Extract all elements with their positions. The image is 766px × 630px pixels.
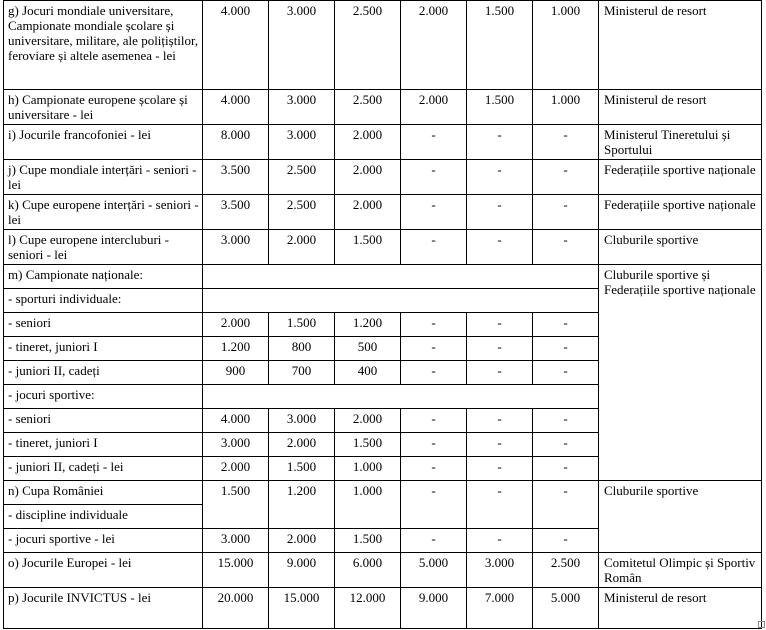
row-label: n) Cupa României — [4, 481, 203, 505]
value-cell: 15.000 — [269, 588, 335, 629]
prize-table — [3, 0, 762, 629]
value-cell: - — [467, 160, 533, 195]
row-label: - tineret, juniori I — [4, 433, 203, 457]
row-label: - juniori II, cadeți — [4, 361, 203, 385]
row-label: p) Jocurile INVICTUS - lei — [4, 588, 203, 629]
value-cell: 2.500 — [335, 1, 401, 90]
value-cell: 2.500 — [269, 195, 335, 230]
value-cell: - — [467, 481, 533, 529]
value-cell: 2.000 — [335, 409, 401, 433]
value-cell: 15.000 — [203, 553, 269, 588]
value-cell: 1.500 — [335, 529, 401, 553]
row-label: i) Jocurile francofoniei - lei — [4, 125, 203, 160]
value-cell: 1.500 — [467, 90, 533, 125]
value-cell: - — [467, 230, 533, 265]
row-label: h) Campionate europene școlare și universitare - lei — [4, 90, 203, 125]
row-label: - discipline individuale — [4, 505, 203, 529]
value-cell: - — [533, 529, 599, 553]
row-label: m) Campionate naționale: — [4, 265, 203, 289]
table-row — [4, 160, 762, 195]
empty-cell — [203, 385, 599, 409]
value-cell: 1.200 — [203, 337, 269, 361]
value-cell: 2.000 — [269, 230, 335, 265]
empty-cell — [203, 289, 599, 313]
organizer-cell: Cluburile sportive — [599, 230, 762, 265]
row-label: - juniori II, cadeți - lei — [4, 457, 203, 481]
value-cell: 2.000 — [203, 457, 269, 481]
value-cell: 7.000 — [467, 588, 533, 629]
value-cell: - — [401, 433, 467, 457]
value-cell: - — [533, 313, 599, 337]
value-cell: 4.000 — [203, 409, 269, 433]
value-cell: 1.500 — [467, 1, 533, 90]
row-label: - jocuri sportive: — [4, 385, 203, 409]
value-cell: 5.000 — [401, 553, 467, 588]
row-label: - seniori — [4, 313, 203, 337]
value-cell: 800 — [269, 337, 335, 361]
table-row — [4, 125, 762, 160]
value-cell: 400 — [335, 361, 401, 385]
value-cell: 3.000 — [269, 1, 335, 90]
table-row — [4, 230, 762, 265]
value-cell: 500 — [335, 337, 401, 361]
organizer-cell: Comitetul Olimpic și Sportiv Român — [599, 553, 762, 588]
value-cell: 9.000 — [269, 553, 335, 588]
row-label: j) Cupe mondiale interțări - seniori - lei — [4, 160, 203, 195]
row-label: - tineret, juniori I — [4, 337, 203, 361]
value-cell: 2.500 — [533, 553, 599, 588]
value-cell: 2.000 — [335, 195, 401, 230]
value-cell: - — [533, 230, 599, 265]
value-cell: - — [467, 337, 533, 361]
value-cell: - — [467, 195, 533, 230]
value-cell: 2.000 — [401, 1, 467, 90]
organizer-cell: Federațiile sportive naționale — [599, 195, 762, 230]
value-cell: 1.500 — [335, 230, 401, 265]
empty-cell — [203, 265, 599, 289]
organizer-cell: Cluburile sportive și Federațiile sportive naționale — [599, 265, 762, 481]
row-label: o) Jocurile Europei - lei — [4, 553, 203, 588]
organizer-cell: Ministerul Tineretului și Sportului — [599, 125, 762, 160]
value-cell: 2.000 — [269, 433, 335, 457]
value-cell: 5.000 — [533, 588, 599, 629]
value-cell: 4.000 — [203, 1, 269, 90]
value-cell: 1.500 — [335, 433, 401, 457]
row-label: k) Cupe europene interțări - seniori - lei — [4, 195, 203, 230]
value-cell: - — [467, 409, 533, 433]
value-cell: - — [401, 457, 467, 481]
value-cell: 1.000 — [335, 481, 401, 529]
organizer-cell: Cluburile sportive — [599, 481, 762, 553]
value-cell: 3.000 — [203, 433, 269, 457]
value-cell: 1.200 — [269, 481, 335, 529]
value-cell: - — [533, 481, 599, 529]
value-cell: 3.000 — [269, 125, 335, 160]
value-cell: - — [401, 337, 467, 361]
row-label: - sporturi individuale: — [4, 289, 203, 313]
organizer-cell: Federațiile sportive naționale — [599, 160, 762, 195]
value-cell: - — [533, 125, 599, 160]
value-cell: 12.000 — [335, 588, 401, 629]
value-cell: 1.500 — [269, 313, 335, 337]
value-cell: 3.000 — [269, 90, 335, 125]
value-cell: - — [533, 457, 599, 481]
value-cell: 2.000 — [203, 313, 269, 337]
table-row — [4, 1, 762, 90]
value-cell: 1.000 — [533, 90, 599, 125]
organizer-cell: Ministerul de resort — [599, 90, 762, 125]
value-cell: - — [401, 125, 467, 160]
value-cell: 2.500 — [269, 160, 335, 195]
value-cell: - — [401, 361, 467, 385]
value-cell: 6.000 — [335, 553, 401, 588]
table-row — [4, 195, 762, 230]
value-cell: 9.000 — [401, 588, 467, 629]
value-cell: - — [467, 457, 533, 481]
table-resize-handle[interactable] — [758, 621, 765, 628]
value-cell: 3.500 — [203, 160, 269, 195]
value-cell: - — [401, 195, 467, 230]
value-cell: 2.500 — [335, 90, 401, 125]
value-cell: - — [401, 160, 467, 195]
table-row — [4, 588, 762, 629]
value-cell: - — [401, 481, 467, 529]
value-cell: - — [401, 230, 467, 265]
value-cell: - — [467, 529, 533, 553]
value-cell: - — [401, 529, 467, 553]
value-cell: - — [533, 195, 599, 230]
value-cell: 700 — [269, 361, 335, 385]
value-cell: 3.000 — [467, 553, 533, 588]
value-cell: 900 — [203, 361, 269, 385]
value-cell: - — [533, 337, 599, 361]
value-cell: 3.000 — [269, 409, 335, 433]
value-cell: - — [533, 409, 599, 433]
value-cell: 2.000 — [335, 160, 401, 195]
row-label: l) Cupe europene intercluburi - seniori - lei — [4, 230, 203, 265]
value-cell: - — [467, 125, 533, 160]
value-cell: 20.000 — [203, 588, 269, 629]
value-cell: 3.000 — [203, 230, 269, 265]
row-label: - jocuri sportive - lei — [4, 529, 203, 553]
value-cell: - — [401, 313, 467, 337]
value-cell: - — [467, 361, 533, 385]
value-cell: - — [533, 433, 599, 457]
table-row — [4, 481, 762, 505]
value-cell: 4.000 — [203, 90, 269, 125]
value-cell: - — [467, 313, 533, 337]
organizer-cell: Ministerul de resort — [599, 588, 762, 629]
value-cell: - — [533, 361, 599, 385]
table-row — [4, 265, 762, 289]
value-cell: 3.000 — [203, 529, 269, 553]
value-cell: 2.000 — [335, 125, 401, 160]
table-row — [4, 553, 762, 588]
row-label: - seniori — [4, 409, 203, 433]
value-cell: 2.000 — [269, 529, 335, 553]
value-cell: 1.500 — [203, 481, 269, 529]
value-cell: 8.000 — [203, 125, 269, 160]
value-cell: 1.000 — [533, 1, 599, 90]
value-cell: 1.500 — [269, 457, 335, 481]
row-label: g) Jocuri mondiale universitare, Campionate mondiale școlare și universitare, militare, ale polițiștilor, feroviare și altele asemenea - lei — [4, 1, 203, 90]
value-cell: - — [533, 160, 599, 195]
value-cell: - — [401, 409, 467, 433]
table-row — [4, 90, 762, 125]
value-cell: 1.200 — [335, 313, 401, 337]
organizer-cell: Ministerul de resort — [599, 1, 762, 90]
value-cell: 2.000 — [401, 90, 467, 125]
value-cell: - — [467, 433, 533, 457]
value-cell: 3.500 — [203, 195, 269, 230]
value-cell: 1.000 — [335, 457, 401, 481]
